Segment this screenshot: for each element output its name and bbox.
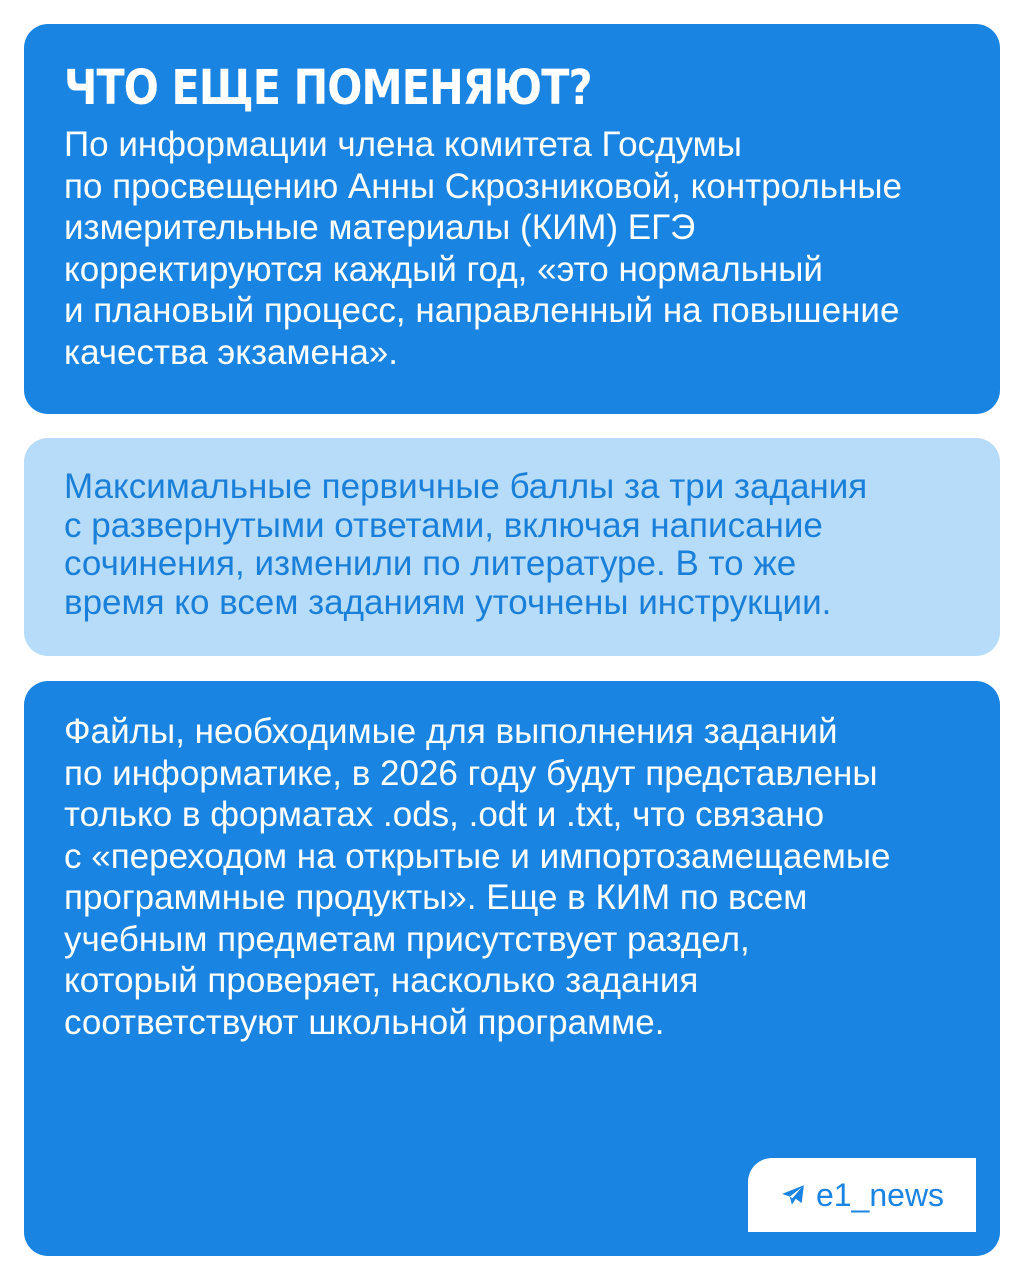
- paragraph-informatics-files: Файлы, необходимые для выполнения заданий по информатике, в 2026 году будут представлены только в форматах .ods, .odt и .txt, что связано с «переходом на открытые и импортозамещаемые программные продукты». Еще в КИМ по всем учебным предметам присутствует раздел, который проверяет, насколько задания соответствуют школьной программе.: [64, 712, 891, 1042]
- info-card-literature: [24, 438, 1000, 656]
- paragraph-literature-scores: Максимальные первичные баллы за три задания с развернутыми ответами, включая написание сочинения, изменили по литературе. В то же время ко всем заданиям уточнены инструкции.: [64, 467, 868, 622]
- source-tag-label: e1_news: [815, 1177, 945, 1213]
- info-card-informatics: [24, 681, 1000, 1256]
- telegram-icon: [780, 1182, 806, 1208]
- section-heading: ЧТО ЕЩЕ ПОМЕНЯЮТ?: [64, 60, 592, 116]
- paragraph-kim-corrections: По информации члена комитета Госдумы по просвещению Анны Скрозниковой, контрольные измерительные материалы (КИМ) ЕГЭ корректируются каждый год, «это нормальный и плановый процесс, направленный на повышение качества экзамена».: [64, 125, 902, 372]
- info-card-main: [24, 24, 1000, 414]
- source-tag[interactable]: [748, 1158, 976, 1232]
